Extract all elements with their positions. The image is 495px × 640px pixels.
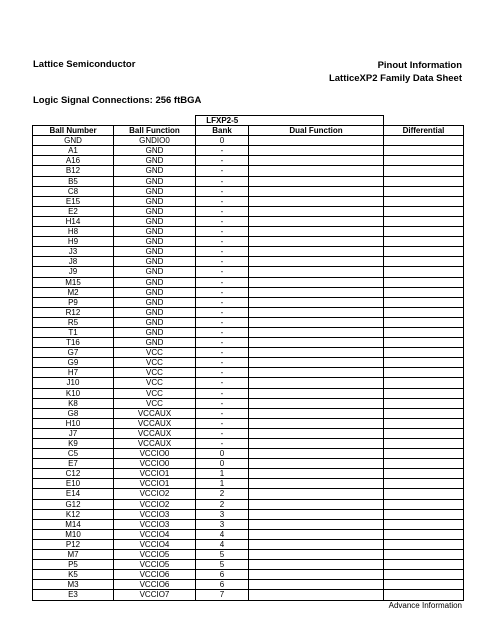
cell-differential	[384, 529, 464, 539]
table-row	[33, 560, 464, 570]
section-title: Logic Signal Connections: 256 ftBGA	[33, 95, 202, 106]
table-row	[33, 439, 464, 449]
page-header-right	[329, 59, 462, 85]
cell-ball-number: G12	[33, 499, 114, 509]
cell-ball-number: R5	[33, 317, 114, 327]
table-row	[33, 388, 464, 398]
cell-differential	[384, 338, 464, 348]
cell-dual-function	[249, 519, 384, 529]
cell-bank: 5	[196, 550, 249, 560]
cell-ball-number: R12	[33, 307, 114, 317]
table-row	[33, 307, 464, 317]
cell-bank: -	[196, 287, 249, 297]
table-row	[33, 338, 464, 348]
cell-ball-number: A1	[33, 146, 114, 156]
cell-ball-number: P9	[33, 297, 114, 307]
cell-bank: -	[196, 166, 249, 176]
cell-bank: 6	[196, 570, 249, 580]
cell-dual-function	[249, 257, 384, 267]
cell-differential	[384, 590, 464, 600]
cell-differential	[384, 368, 464, 378]
cell-bank: -	[196, 156, 249, 166]
cell-dual-function	[249, 196, 384, 206]
cell-dual-function	[249, 317, 384, 327]
table-row	[33, 368, 464, 378]
section-name: Pinout Information	[377, 60, 462, 71]
cell-dual-function	[249, 449, 384, 459]
cell-ball-function: VCCIO3	[114, 519, 196, 529]
table-row	[33, 519, 464, 529]
cell-dual-function	[249, 539, 384, 549]
cell-differential	[384, 509, 464, 519]
cell-differential	[384, 459, 464, 469]
cell-differential	[384, 267, 464, 277]
cell-ball-function: GND	[114, 237, 196, 247]
cell-differential	[384, 156, 464, 166]
cell-bank: -	[196, 206, 249, 216]
table-header-row	[33, 126, 464, 136]
cell-differential	[384, 408, 464, 418]
table-row	[33, 428, 464, 438]
cell-differential	[384, 257, 464, 267]
cell-bank: 1	[196, 479, 249, 489]
cell-dual-function	[249, 368, 384, 378]
cell-bank: -	[196, 317, 249, 327]
column-header-differential: Differential	[384, 126, 464, 136]
cell-bank: 0	[196, 459, 249, 469]
cell-differential	[384, 428, 464, 438]
cell-ball-number: E2	[33, 206, 114, 216]
cell-dual-function	[249, 489, 384, 499]
cell-bank: -	[196, 418, 249, 428]
table-row	[33, 469, 464, 479]
cell-differential	[384, 186, 464, 196]
cell-ball-number: K5	[33, 570, 114, 580]
cell-bank: 3	[196, 509, 249, 519]
cell-ball-number: K8	[33, 398, 114, 408]
cell-ball-number: GND	[33, 136, 114, 146]
cell-ball-number: H14	[33, 216, 114, 226]
cell-differential	[384, 237, 464, 247]
cell-bank: -	[196, 247, 249, 257]
table-row	[33, 449, 464, 459]
cell-dual-function	[249, 439, 384, 449]
table-row	[33, 590, 464, 600]
cell-ball-function: VCCIO6	[114, 580, 196, 590]
cell-differential	[384, 358, 464, 368]
table-row	[33, 580, 464, 590]
cell-ball-number: E10	[33, 479, 114, 489]
cell-ball-function: VCC	[114, 348, 196, 358]
cell-differential	[384, 550, 464, 560]
cell-ball-function: GND	[114, 216, 196, 226]
cell-dual-function	[249, 499, 384, 509]
cell-differential	[384, 519, 464, 529]
cell-dual-function	[249, 277, 384, 287]
table-row	[33, 186, 464, 196]
table-row	[33, 146, 464, 156]
cell-ball-function: GND	[114, 247, 196, 257]
table-row	[33, 459, 464, 469]
cell-differential	[384, 166, 464, 176]
cell-differential	[384, 539, 464, 549]
table-row	[33, 206, 464, 216]
cell-ball-function: GND	[114, 156, 196, 166]
cell-bank: -	[196, 408, 249, 418]
cell-ball-function: GND	[114, 227, 196, 237]
cell-ball-number: H8	[33, 227, 114, 237]
table-row	[33, 267, 464, 277]
cell-dual-function	[249, 509, 384, 519]
table-row	[33, 408, 464, 418]
table-row	[33, 550, 464, 560]
cell-differential	[384, 206, 464, 216]
cell-bank: -	[196, 196, 249, 206]
cell-ball-function: GND	[114, 317, 196, 327]
cell-ball-number: P12	[33, 539, 114, 549]
cell-bank: -	[196, 358, 249, 368]
cell-differential	[384, 388, 464, 398]
cell-ball-function: GND	[114, 297, 196, 307]
cell-dual-function	[249, 529, 384, 539]
cell-ball-number: J9	[33, 267, 114, 277]
device-group-label: LFXP2-5	[196, 116, 249, 126]
table-row	[33, 327, 464, 337]
cell-dual-function	[249, 216, 384, 226]
cell-bank: -	[196, 176, 249, 186]
pinout-table	[32, 115, 464, 601]
cell-ball-function: GND	[114, 196, 196, 206]
table-row	[33, 277, 464, 287]
cell-ball-number: G9	[33, 358, 114, 368]
cell-bank: -	[196, 388, 249, 398]
cell-differential	[384, 247, 464, 257]
cell-dual-function	[249, 469, 384, 479]
table-row	[33, 479, 464, 489]
cell-bank: -	[196, 186, 249, 196]
cell-dual-function	[249, 287, 384, 297]
cell-ball-function: GND	[114, 267, 196, 277]
cell-ball-function: GND	[114, 176, 196, 186]
cell-bank: -	[196, 428, 249, 438]
cell-bank: -	[196, 277, 249, 287]
cell-dual-function	[249, 459, 384, 469]
cell-differential	[384, 327, 464, 337]
cell-bank: -	[196, 257, 249, 267]
cell-differential	[384, 489, 464, 499]
cell-bank: -	[196, 398, 249, 408]
cell-ball-number: M2	[33, 287, 114, 297]
cell-differential	[384, 580, 464, 590]
cell-ball-number: C5	[33, 449, 114, 459]
column-header-dual-function: Dual Function	[249, 126, 384, 136]
cell-bank: -	[196, 227, 249, 237]
cell-bank: 4	[196, 529, 249, 539]
cell-dual-function	[249, 247, 384, 257]
cell-dual-function	[249, 176, 384, 186]
cell-ball-number: B5	[33, 176, 114, 186]
cell-differential	[384, 439, 464, 449]
cell-differential	[384, 136, 464, 146]
cell-dual-function	[249, 378, 384, 388]
cell-ball-function: VCC	[114, 378, 196, 388]
cell-ball-function: VCCIO2	[114, 489, 196, 499]
cell-bank: -	[196, 348, 249, 358]
table-row	[33, 196, 464, 206]
cell-dual-function	[249, 560, 384, 570]
cell-ball-function: VCCIO0	[114, 449, 196, 459]
table-row	[33, 247, 464, 257]
cell-ball-function: GND	[114, 277, 196, 287]
company-name: Lattice Semiconductor	[33, 59, 136, 70]
cell-ball-number: M10	[33, 529, 114, 539]
cell-ball-number: E3	[33, 590, 114, 600]
cell-bank: -	[196, 368, 249, 378]
cell-dual-function	[249, 206, 384, 216]
cell-bank: 3	[196, 519, 249, 529]
cell-dual-function	[249, 156, 384, 166]
cell-ball-number: H9	[33, 237, 114, 247]
cell-bank: -	[196, 216, 249, 226]
cell-ball-function: VCCIO7	[114, 590, 196, 600]
cell-differential	[384, 287, 464, 297]
table-row	[33, 166, 464, 176]
cell-differential	[384, 277, 464, 287]
cell-dual-function	[249, 408, 384, 418]
cell-ball-function: VCCIO2	[114, 499, 196, 509]
cell-ball-function: VCCIO3	[114, 509, 196, 519]
cell-ball-number: J10	[33, 378, 114, 388]
cell-differential	[384, 176, 464, 186]
cell-dual-function	[249, 146, 384, 156]
cell-dual-function	[249, 570, 384, 580]
cell-dual-function	[249, 348, 384, 358]
cell-differential	[384, 317, 464, 327]
footer-note: Advance Information	[388, 601, 462, 610]
cell-bank: 0	[196, 449, 249, 459]
table-body	[33, 136, 464, 600]
cell-bank: -	[196, 327, 249, 337]
cell-ball-function: VCCAUX	[114, 428, 196, 438]
table-row	[33, 257, 464, 267]
cell-ball-function: VCCAUX	[114, 439, 196, 449]
table-row	[33, 358, 464, 368]
cell-ball-number: H7	[33, 368, 114, 378]
cell-differential	[384, 216, 464, 226]
cell-bank: -	[196, 237, 249, 247]
table-row	[33, 216, 464, 226]
cell-ball-function: VCCIO4	[114, 539, 196, 549]
cell-differential	[384, 297, 464, 307]
cell-ball-number: K10	[33, 388, 114, 398]
cell-bank: 6	[196, 580, 249, 590]
table-row	[33, 509, 464, 519]
cell-dual-function	[249, 550, 384, 560]
cell-differential	[384, 449, 464, 459]
cell-bank: -	[196, 338, 249, 348]
cell-ball-function: VCCIO4	[114, 529, 196, 539]
cell-differential	[384, 146, 464, 156]
cell-bank: 4	[196, 539, 249, 549]
cell-dual-function	[249, 307, 384, 317]
cell-ball-function: GND	[114, 307, 196, 317]
datasheet-title: LatticeXP2 Family Data Sheet	[328, 73, 462, 84]
cell-ball-function: VCC	[114, 388, 196, 398]
cell-dual-function	[249, 227, 384, 237]
cell-ball-function: VCCIO0	[114, 459, 196, 469]
cell-ball-function: VCC	[114, 358, 196, 368]
table-row	[33, 398, 464, 408]
column-header-bank: Bank	[196, 126, 249, 136]
cell-dual-function	[249, 186, 384, 196]
cell-bank: -	[196, 146, 249, 156]
cell-ball-number: M3	[33, 580, 114, 590]
table-row	[33, 297, 464, 307]
cell-ball-number: M14	[33, 519, 114, 529]
cell-dual-function	[249, 580, 384, 590]
cell-bank: 7	[196, 590, 249, 600]
cell-bank: 1	[196, 469, 249, 479]
cell-ball-number: P5	[33, 560, 114, 570]
cell-dual-function	[249, 297, 384, 307]
table-row	[33, 237, 464, 247]
cell-dual-function	[249, 398, 384, 408]
cell-ball-function: VCCAUX	[114, 418, 196, 428]
table-row	[33, 317, 464, 327]
cell-ball-number: J8	[33, 257, 114, 267]
cell-differential	[384, 307, 464, 317]
cell-ball-number: M15	[33, 277, 114, 287]
cell-dual-function	[249, 327, 384, 337]
cell-bank: -	[196, 297, 249, 307]
cell-dual-function	[249, 358, 384, 368]
cell-ball-number: C12	[33, 469, 114, 479]
cell-ball-number: K12	[33, 509, 114, 519]
cell-ball-number: G8	[33, 408, 114, 418]
column-header-ball-number: Ball Number	[33, 126, 114, 136]
cell-bank: -	[196, 378, 249, 388]
cell-ball-number: J7	[33, 428, 114, 438]
cell-ball-number: K9	[33, 439, 114, 449]
cell-dual-function	[249, 166, 384, 176]
cell-differential	[384, 348, 464, 358]
cell-ball-function: GND	[114, 327, 196, 337]
cell-dual-function	[249, 267, 384, 277]
table-row	[33, 499, 464, 509]
cell-ball-number: A16	[33, 156, 114, 166]
cell-ball-number: T16	[33, 338, 114, 348]
cell-bank: -	[196, 307, 249, 317]
cell-ball-number: E14	[33, 489, 114, 499]
cell-ball-function: GND	[114, 257, 196, 267]
cell-dual-function	[249, 428, 384, 438]
cell-bank: -	[196, 267, 249, 277]
cell-dual-function	[249, 237, 384, 247]
cell-ball-number: C8	[33, 186, 114, 196]
table-row	[33, 529, 464, 539]
cell-bank: 2	[196, 499, 249, 509]
cell-bank: 2	[196, 489, 249, 499]
cell-ball-function: VCC	[114, 398, 196, 408]
table-row	[33, 156, 464, 166]
table-row	[33, 227, 464, 237]
cell-differential	[384, 499, 464, 509]
table-row	[33, 489, 464, 499]
cell-differential	[384, 570, 464, 580]
cell-ball-function: VCCIO5	[114, 550, 196, 560]
cell-dual-function	[249, 418, 384, 428]
column-header-ball-function: Ball Function	[114, 126, 196, 136]
cell-differential	[384, 398, 464, 408]
table-group-row	[33, 116, 464, 126]
cell-ball-number: B12	[33, 166, 114, 176]
table-row	[33, 348, 464, 358]
cell-bank: -	[196, 439, 249, 449]
cell-bank: 5	[196, 560, 249, 570]
cell-ball-function: GND	[114, 166, 196, 176]
cell-differential	[384, 378, 464, 388]
cell-ball-function: GND	[114, 186, 196, 196]
table-row	[33, 539, 464, 549]
cell-differential	[384, 418, 464, 428]
cell-differential	[384, 479, 464, 489]
cell-ball-number: E15	[33, 196, 114, 206]
cell-differential	[384, 227, 464, 237]
cell-ball-function: VCCIO5	[114, 560, 196, 570]
cell-ball-function: GNDIO0	[114, 136, 196, 146]
table-row	[33, 378, 464, 388]
cell-ball-function: VCCIO1	[114, 469, 196, 479]
table-row	[33, 570, 464, 580]
cell-dual-function	[249, 388, 384, 398]
table-row	[33, 287, 464, 297]
table-row	[33, 176, 464, 186]
cell-ball-function: VCCIO1	[114, 479, 196, 489]
table-row	[33, 418, 464, 428]
cell-ball-function: VCCIO6	[114, 570, 196, 580]
cell-differential	[384, 560, 464, 570]
cell-ball-function: GND	[114, 146, 196, 156]
cell-dual-function	[249, 590, 384, 600]
cell-ball-number: H10	[33, 418, 114, 428]
cell-ball-function: GND	[114, 206, 196, 216]
table-row	[33, 136, 464, 146]
cell-ball-function: GND	[114, 338, 196, 348]
cell-ball-function: GND	[114, 287, 196, 297]
cell-ball-function: VCC	[114, 368, 196, 378]
cell-differential	[384, 469, 464, 479]
cell-ball-function: VCCAUX	[114, 408, 196, 418]
cell-dual-function	[249, 136, 384, 146]
cell-ball-number: J3	[33, 247, 114, 257]
cell-ball-number: T1	[33, 327, 114, 337]
cell-ball-number: M7	[33, 550, 114, 560]
cell-dual-function	[249, 479, 384, 489]
cell-ball-number: G7	[33, 348, 114, 358]
cell-bank: 0	[196, 136, 249, 146]
cell-ball-number: E7	[33, 459, 114, 469]
cell-differential	[384, 196, 464, 206]
cell-dual-function	[249, 338, 384, 348]
